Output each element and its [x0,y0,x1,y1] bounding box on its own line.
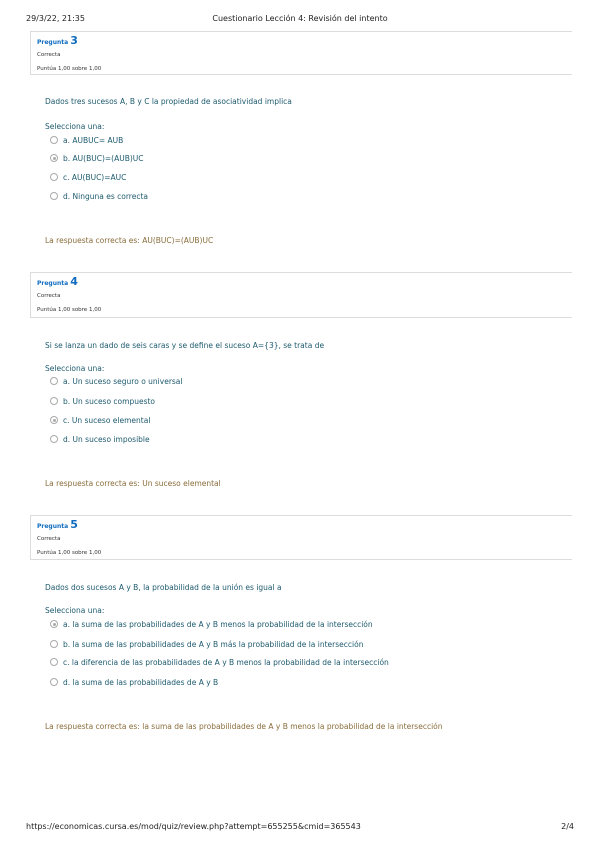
radio-button[interactable] [50,377,58,385]
correct-answer-feedback: La respuesta correcta es: AU(BUC)=(AUB)UC [45,236,214,245]
question-number-value: 4 [70,275,78,288]
question-number [37,277,566,289]
option-label: b. la suma de las probabilidades de A y B más la probabilidad de la intersección [63,640,364,649]
question-number [37,36,566,48]
answer-option[interactable] [50,639,363,651]
radio-button[interactable] [50,640,58,648]
question-label: Pregunta [37,280,69,287]
question-info-box [30,272,572,318]
answer-option[interactable] [50,153,144,165]
question-state: Correcta [37,52,61,58]
correct-answer-feedback: La respuesta correcta es: la suma de las probabilidades de A y B menos la probabilidad de la intersección [45,722,443,731]
option-label: d. la suma de las probabilidades de A y B [63,678,219,687]
answer-option[interactable] [50,172,126,184]
radio-button[interactable] [50,397,58,405]
question-text: Dados tres sucesos A, B y C la propiedad de asociatividad implica [45,97,292,106]
question-number-value: 3 [70,34,78,47]
page-url: https://economicas.cursa.es/mod/quiz/review.php?attempt=655255&cmid=365543 [26,822,361,831]
question-grade: Puntúa 1,00 sobre 1,00 [37,66,102,72]
answer-option[interactable] [50,135,123,147]
radio-button[interactable] [50,136,58,144]
question-label: Pregunta [37,39,69,46]
answer-option[interactable] [50,434,150,446]
answer-option[interactable] [50,396,155,408]
answer-option[interactable] [50,619,373,631]
print-date: 29/3/22, 21:35 [26,14,85,23]
option-label: a. Un suceso seguro o universal [63,377,183,386]
radio-button-selected[interactable] [50,154,58,162]
radio-button[interactable] [50,435,58,443]
option-label: a. la suma de las probabilidades de A y B menos la probabilidad de la intersección [63,620,373,629]
print-footer [26,822,574,834]
option-label: b. Un suceso compuesto [63,397,156,406]
answer-option[interactable] [50,376,182,388]
question-grade: Puntúa 1,00 sobre 1,00 [37,307,102,313]
question-text: Si se lanza un dado de seis caras y se define el suceso A={3}, se trata de [45,341,325,350]
select-prompt: Selecciona una: [45,364,105,373]
radio-button[interactable] [50,192,58,200]
answer-option[interactable] [50,415,150,427]
answer-option[interactable] [50,677,218,689]
question-state: Correcta [37,536,61,542]
question-label: Pregunta [37,523,69,530]
radio-button[interactable] [50,658,58,666]
question-state: Correcta [37,293,61,299]
question-grade: Puntúa 1,00 sobre 1,00 [37,550,102,556]
question-info-box [30,31,572,75]
answer-option[interactable] [50,191,148,203]
option-label: c. Un suceso elemental [63,416,151,425]
option-label: a. AUBUC= AUB [63,136,124,145]
page-number: 2/4 [561,822,574,831]
radio-button[interactable] [50,173,58,181]
page-title: Cuestionario Lección 4: Revisión del intento [212,14,388,23]
option-label: c. la diferencia de las probabilidades de A y B menos la probabilidad de la intersección [63,658,389,667]
radio-button[interactable] [50,678,58,686]
question-number-value: 5 [70,518,78,531]
print-header [26,14,574,26]
question-info-box [30,515,572,560]
answer-option[interactable] [50,657,389,669]
correct-answer-feedback: La respuesta correcta es: Un suceso elemental [45,479,221,488]
radio-button-selected[interactable] [50,416,58,424]
question-text: Dados dos sucesos A y B, la probabilidad de la unión es igual a [45,583,282,592]
option-label: d. Un suceso imposible [63,435,150,444]
select-prompt: Selecciona una: [45,122,105,131]
radio-button-selected[interactable] [50,620,58,628]
option-label: d. Ninguna es correcta [63,192,148,201]
option-label: b. AU(BUC)=(AUB)UC [63,154,144,163]
option-label: c. AU(BUC)=AUC [63,173,127,182]
question-number [37,520,566,532]
select-prompt: Selecciona una: [45,606,105,615]
